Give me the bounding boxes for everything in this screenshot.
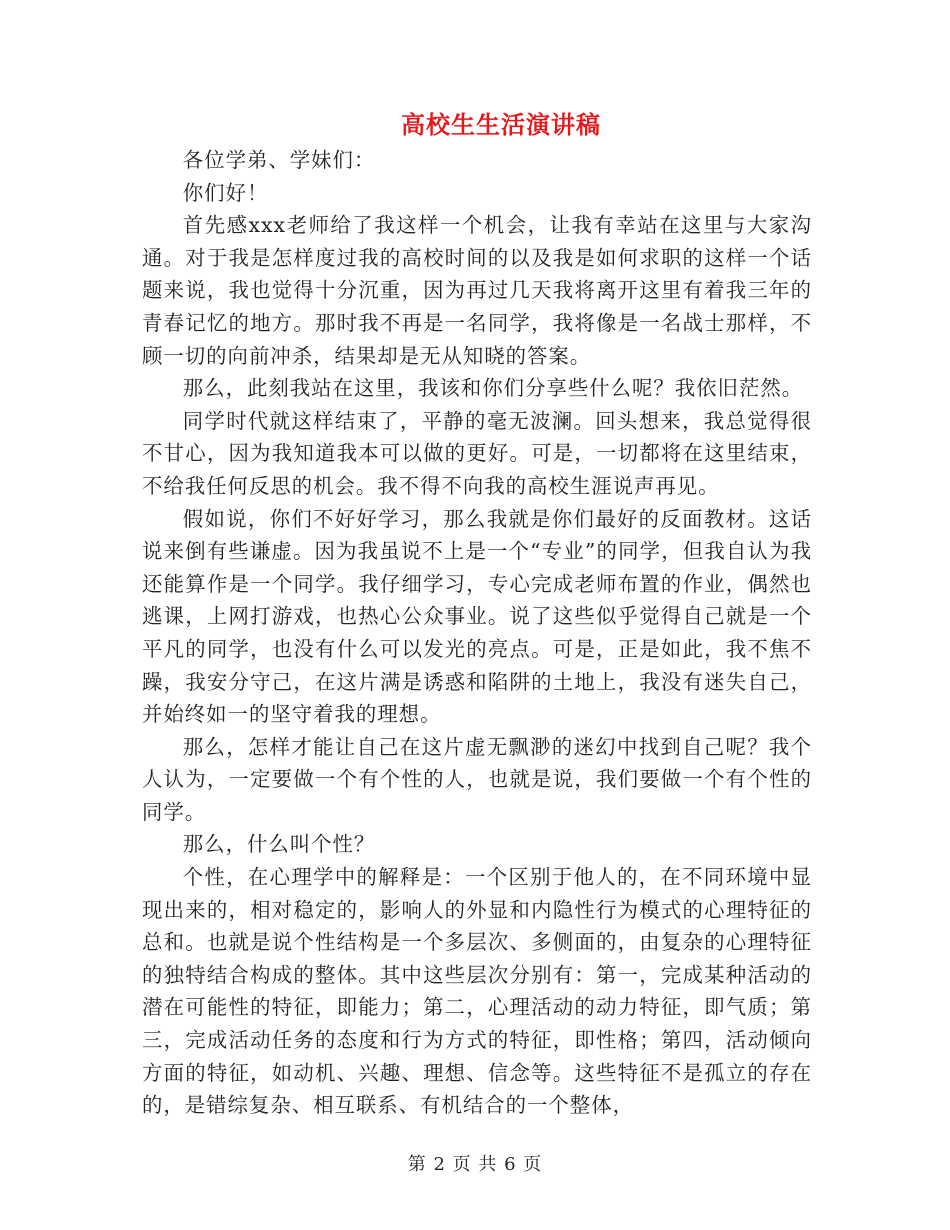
paragraph: 那么，什么叫个性？ (182, 832, 376, 857)
paragraph: 那么，此刻我站在这里，我该和你们分享些什么呢？我依旧茫然。 (182, 376, 804, 401)
document-body (142, 144, 812, 1122)
paragraph: 同学时代就这样结束了，平静的毫无波澜。回头想来，我总觉得很不甘心，因为我知道我本可以做的更好。可是，一切都将在这里结束，不给我任何反思的机会。我不得不向我的高校生涯说声再见。 (142, 408, 812, 498)
document-title: 高校生生活演讲稿 (401, 110, 601, 139)
paragraph: 个性，在心理学中的解释是：一个区别于他人的，在不同环境中显现出来的，相对稳定的，影响人的外显和内隐性行为模式的心理特征的总和。也就是说个性结构是一个多层次、多侧面的，由复杂的心理特征的独特结合构成的整体。其中这些层次分别有：第一，完成某种活动的潜在可能性的特征，即能力；第二，心理活动的动力特征，即气质；第三，完成活动任务的态度和行为方式的特征，即性格；第四，活动倾向方面的特征，如动机、兴趣、理想、信念等。这些特征不是孤立的存在的，是错综复杂、相互联系、有机结合的一个整体， (142, 865, 812, 1118)
paragraph-hello: 你们好！ (182, 180, 269, 205)
page-number-footer: 第 2 页 共 6 页 (407, 1154, 543, 1175)
paragraph: 假如说，你们不好好学习，那么我就是你们最好的反面教材。这话说来倒有些谦虚。因为我虽说不上是一个“专业”的同学，但我自认为我还能算作是一个同学。我仔细学习，专心完成老师布置的作业，偶然也逃课，上网打游戏，也热心公众事业。说了这些似乎觉得自己就是一个平凡的同学，也没有什么可以发光的亮点。可是，正是如此，我不焦不躁，我安分守己，在这片满是诱惑和陷阱的土地上，我没有迷失自己，并始终如一的坚守着我的理想。 (142, 506, 812, 727)
paragraph-greeting: 各位学弟、学妹们： (182, 148, 376, 172)
paragraph: 那么，怎样才能让自己在这片虚无飘渺的迷幻中找到自己呢？我个人认为，一定要做一个有个性的人，也就是说，我们要做一个有个性的同学。 (142, 734, 812, 824)
paragraph: 首先感xxx老师给了我这样一个机会，让我有幸站在这里与大家沟通。对于我是怎样度过我的高校时间的以及我是如何求职的这样一个话题来说，我也觉得十分沉重，因为再过几天我将离开这里有着我三年的青春记忆的地方。那时我不再是一名同学，我将像是一名战士那样，不顾一切的向前冲杀，结果却是无从知晓的答案。 (142, 213, 812, 368)
